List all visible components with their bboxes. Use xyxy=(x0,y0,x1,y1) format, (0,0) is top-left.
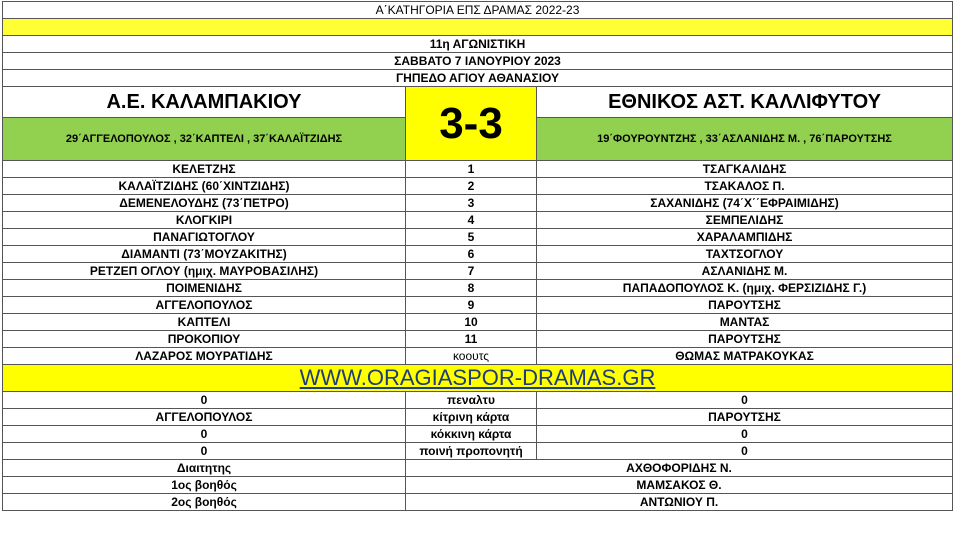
home-player: ΠΡΟΚΟΠΙΟΥ xyxy=(3,331,406,348)
home-player: ΑΓΓΕΛΟΠΟΥΛΟΣ xyxy=(3,297,406,314)
home-player: ΠΟΙΜΕΝΙΔΗΣ xyxy=(3,280,406,297)
lineup xyxy=(3,161,953,348)
stat-row xyxy=(3,392,953,409)
lineup-row xyxy=(3,280,953,297)
lineup-row xyxy=(3,161,953,178)
stat-label: πεναλτυ xyxy=(406,392,537,409)
league-row xyxy=(3,2,953,19)
home-player: ΚΕΛΕΤΖΗΣ xyxy=(3,161,406,178)
lineup-row xyxy=(3,212,953,229)
lineup-row xyxy=(3,297,953,314)
lineup-row xyxy=(3,246,953,263)
away-player: ΤΑΧΤΣΟΓΛΟΥ xyxy=(537,246,953,263)
away-stat: 0 xyxy=(537,392,953,409)
home-coach: ΛΑΖΑΡΟΣ ΜΟΥΡΑΤΙΔΗΣ xyxy=(3,348,406,365)
stat-label: κόκκινη κάρτα xyxy=(406,426,537,443)
away-player: ΠΑΠΑΔΟΠΟΥΛΟΣ Κ. (ημιχ. ΦΕΡΣΙΖΙΔΗΣ Γ.) xyxy=(537,280,953,297)
away-stat: 0 xyxy=(537,443,953,460)
home-stat: ΑΓΓΕΛΟΠΟΥΛΟΣ xyxy=(3,409,406,426)
league-title: Α΄ΚΑΤΗΓΟΡΙΑ ΕΠΣ ΔΡΑΜΑΣ 2022-23 xyxy=(3,2,953,19)
stat-row xyxy=(3,409,953,426)
yellow-spacer xyxy=(3,19,953,36)
official-role: 2ος βοηθός xyxy=(3,494,406,511)
match-table xyxy=(2,1,953,511)
home-player: ΔΙΑΜΑΝΤΙ (73΄ΜΟΥΖΑΚΙΤΗΣ) xyxy=(3,246,406,263)
lineup-row xyxy=(3,195,953,212)
home-player: ΚΛΟΓΚΙΡΙ xyxy=(3,212,406,229)
home-player: ΚΑΛΑΪΤΖΙΔΗΣ (60΄ΧΙΝΤΖΙΔΗΣ) xyxy=(3,178,406,195)
away-player: ΤΣΑΓΚΑΛΙΔΗΣ xyxy=(537,161,953,178)
lineup-row xyxy=(3,314,953,331)
shirt-number: 10 xyxy=(406,314,537,331)
coaches-row xyxy=(3,348,953,365)
stat-row xyxy=(3,443,953,460)
match-sheet xyxy=(2,1,952,511)
matchday-row xyxy=(3,36,953,53)
home-stat: 0 xyxy=(3,443,406,460)
stat-label: κίτρινη κάρτα xyxy=(406,409,537,426)
website-link[interactable]: WWW.ORAGIASPOR-DRAMAS.GR xyxy=(3,365,953,392)
shirt-number: 6 xyxy=(406,246,537,263)
home-stat: 0 xyxy=(3,392,406,409)
home-scorers: 29΄ΑΓΓΕΛΟΠΟΥΛΟΣ , 32΄ΚΑΠΤΕΛΙ , 37΄ΚΑΛΑΪΤΖΙΔΗΣ xyxy=(3,118,406,161)
away-team-name: ΕΘΝΙΚΟΣ ΑΣΤ. ΚΑΛΛΙΦΥΤΟΥ xyxy=(537,87,953,118)
official-row xyxy=(3,494,953,511)
official-role: Διαιτητης xyxy=(3,460,406,477)
away-player: ΧΑΡΑΛΑΜΠΙΔΗΣ xyxy=(537,229,953,246)
coach-label: κοουτς xyxy=(406,348,537,365)
official-name: ΑΝΤΩΝΙΟΥ Π. xyxy=(406,494,953,511)
stat-row xyxy=(3,426,953,443)
yellow-spacer-row xyxy=(3,19,953,36)
official-name: ΜΑΜΣΑΚΟΣ Θ. xyxy=(406,477,953,494)
home-player: ΠΑΝΑΓΙΩΤΟΓΛΟΥ xyxy=(3,229,406,246)
away-player: ΤΣΑΚΑΛΟΣ Π. xyxy=(537,178,953,195)
away-player: ΣΕΜΠΕΛΙΔΗΣ xyxy=(537,212,953,229)
shirt-number: 1 xyxy=(406,161,537,178)
final-score: 3-3 xyxy=(406,87,537,161)
shirt-number: 7 xyxy=(406,263,537,280)
official-role: 1ος βοηθός xyxy=(3,477,406,494)
official-row xyxy=(3,477,953,494)
match-stats xyxy=(3,392,953,460)
venue-row xyxy=(3,70,953,87)
shirt-number: 2 xyxy=(406,178,537,195)
home-team-name: Α.Ε. ΚΑΛΑΜΠΑΚΙΟΥ xyxy=(3,87,406,118)
matchday: 11η ΑΓΩΝΙΣΤΙΚΗ xyxy=(3,36,953,53)
away-scorers: 19΄ΦΟΥΡΟΥΝΤΖΗΣ , 33΄ΑΣΛΑΝΙΔΗΣ Μ. , 76΄ΠΑΡΟΥΤΣΗΣ xyxy=(537,118,953,161)
shirt-number: 8 xyxy=(406,280,537,297)
home-stat: 0 xyxy=(3,426,406,443)
away-stat: 0 xyxy=(537,426,953,443)
shirt-number: 4 xyxy=(406,212,537,229)
lineup-row xyxy=(3,263,953,280)
away-player: ΠΑΡΟΥΤΣΗΣ xyxy=(537,331,953,348)
official-name: ΑΧΘΟΦΟΡΙΔΗΣ Ν. xyxy=(406,460,953,477)
away-player: ΑΣΛΑΝΙΔΗΣ Μ. xyxy=(537,263,953,280)
away-coach: ΘΩΜΑΣ ΜΑΤΡΑΚΟΥΚΑΣ xyxy=(537,348,953,365)
match-date: ΣΑΒΒΑΤΟ 7 ΙΑΝΟΥΡΙΟΥ 2023 xyxy=(3,53,953,70)
date-row xyxy=(3,53,953,70)
home-player: ΡΕΤΖΕΠ ΟΓΛΟΥ (ημιχ. ΜΑΥΡΟΒΑΣΙΛΗΣ) xyxy=(3,263,406,280)
home-player: ΔΕΜΕΝΕΛΟΥΔΗΣ (73΄ΠΕΤΡΟ) xyxy=(3,195,406,212)
shirt-number: 9 xyxy=(406,297,537,314)
away-player: ΣΑΧΑΝΙΔΗΣ (74΄Χ΄΄ΕΦΡΑΙΜΙΔΗΣ) xyxy=(537,195,953,212)
lineup-row xyxy=(3,331,953,348)
away-player: ΠΑΡΟΥΤΣΗΣ xyxy=(537,297,953,314)
away-stat: ΠΑΡΟΥΤΣΗΣ xyxy=(537,409,953,426)
away-player: ΜΑΝΤΑΣ xyxy=(537,314,953,331)
lineup-row xyxy=(3,178,953,195)
venue: ΓΗΠΕΔΟ ΑΓΙΟΥ ΑΘΑΝΑΣΙΟΥ xyxy=(3,70,953,87)
official-row xyxy=(3,460,953,477)
shirt-number: 11 xyxy=(406,331,537,348)
stat-label: ποινή προπονητή xyxy=(406,443,537,460)
lineup-row xyxy=(3,229,953,246)
teams-row xyxy=(3,87,953,118)
website-row xyxy=(3,365,953,392)
shirt-number: 3 xyxy=(406,195,537,212)
home-player: ΚΑΠΤΕΛΙ xyxy=(3,314,406,331)
shirt-number: 5 xyxy=(406,229,537,246)
officials xyxy=(3,460,953,511)
